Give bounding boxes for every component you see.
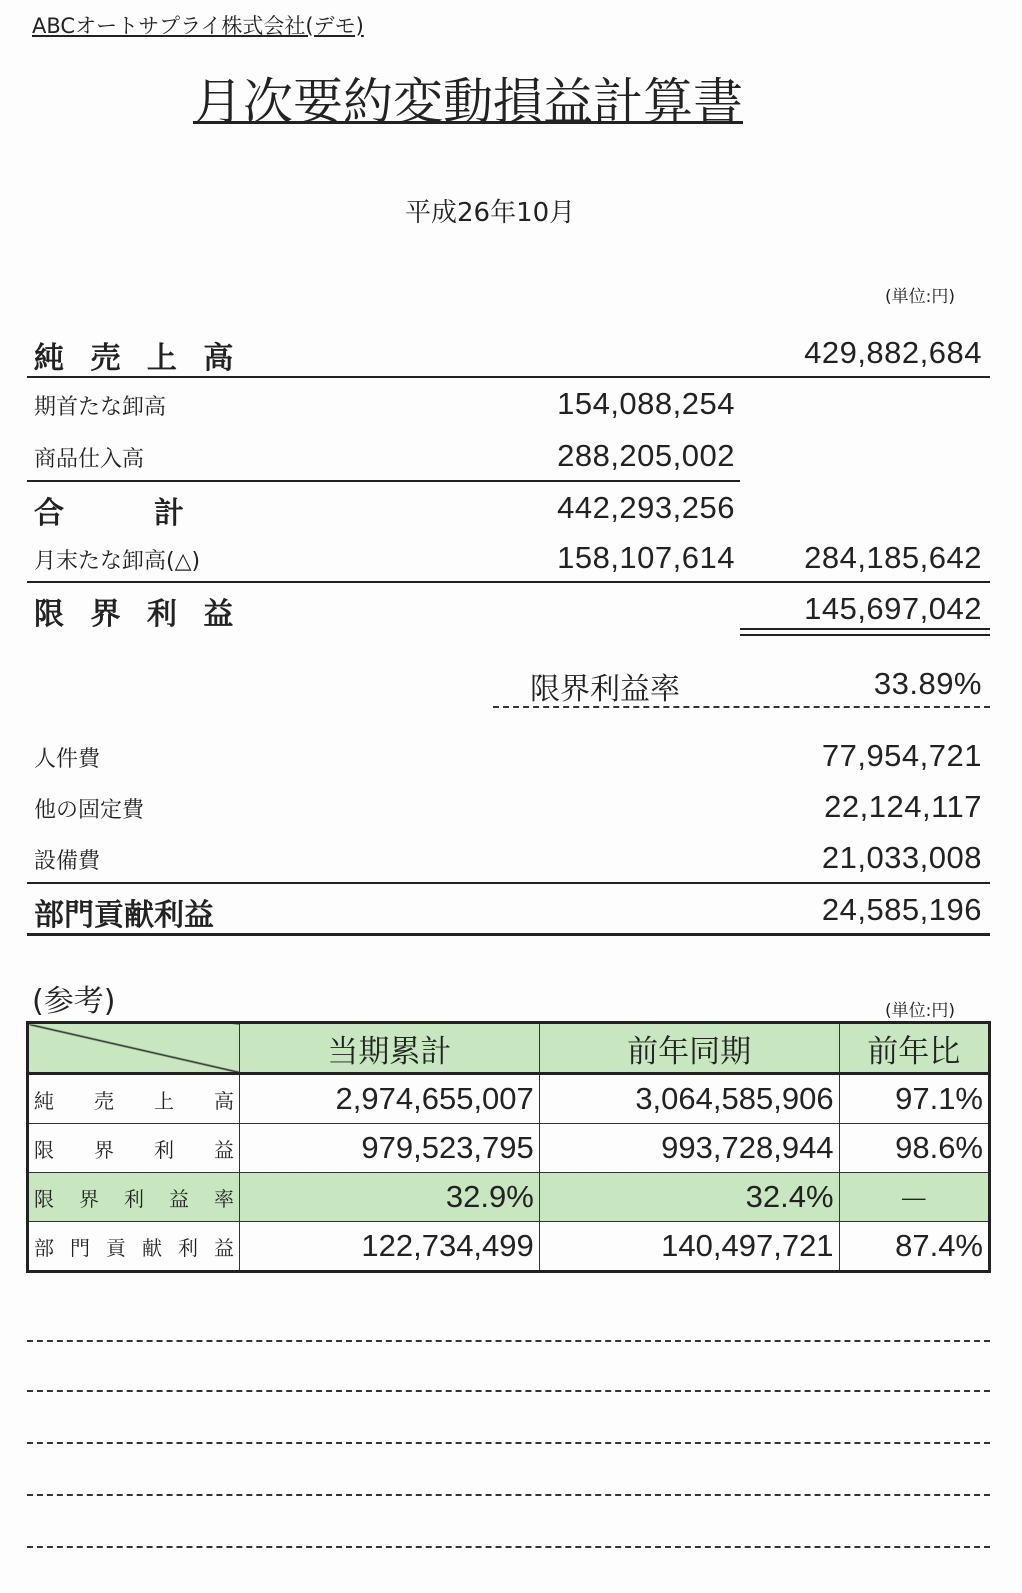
table-row [28, 1222, 990, 1272]
company-name: ABCオートサプライ株式会社(デモ) [32, 14, 364, 38]
reference-table [26, 1021, 991, 1273]
memo-line [27, 1546, 990, 1548]
corner-header [28, 1023, 240, 1074]
memo-line [27, 1390, 990, 1392]
closing-inventory-value: 158,107,614 [557, 540, 735, 575]
col-header: 当期累計 [240, 1023, 540, 1074]
purchases-value: 288,205,002 [557, 438, 735, 473]
memo-line [27, 1340, 990, 1342]
opening-inventory-value: 154,088,254 [557, 386, 735, 421]
page-title: 月次要約変動損益計算書 [193, 73, 743, 131]
personnel-label: 人件費 [34, 747, 101, 772]
net-sales-value: 429,882,684 [804, 335, 982, 370]
other-fixed-value: 22,124,117 [824, 789, 982, 824]
reference-unit: (単位:円) [885, 1001, 955, 1021]
opening-inventory-label: 期首たな卸高 [34, 395, 167, 420]
marginal-profit-rate-value: 33.89% [873, 666, 982, 701]
table-row [28, 1074, 990, 1124]
equipment-value: 21,033,008 [821, 840, 982, 875]
col-header: 前年同期 [539, 1023, 839, 1074]
cell: － [839, 1173, 989, 1222]
cell: 140,497,721 [539, 1222, 839, 1272]
row-label: 限界利益率 [28, 1173, 240, 1222]
other-fixed-label: 他の固定費 [34, 798, 145, 823]
cell: 87.4% [839, 1222, 989, 1272]
personnel-value: 77,954,721 [821, 738, 982, 773]
marginal-profit-rate-label: 限界利益率 [530, 672, 680, 707]
cell: 97.1% [839, 1074, 989, 1124]
dept-contribution-label: 部門貢献利益 [34, 898, 214, 933]
purchases-label: 商品仕入高 [34, 447, 145, 472]
total-label: 合 計 [34, 496, 184, 531]
cell: 32.9% [240, 1173, 540, 1222]
cell: 979,523,795 [240, 1124, 540, 1173]
marginal-profit-value: 145,697,042 [804, 591, 982, 626]
unit-label: (単位:円) [885, 287, 955, 307]
cell: 98.6% [839, 1124, 989, 1173]
table-row [28, 1173, 990, 1222]
dept-contribution-value: 24,585,196 [821, 892, 982, 927]
row-label: 純売上高 [28, 1074, 240, 1124]
cell: 2,974,655,007 [240, 1074, 540, 1124]
marginal-profit-label: 限 界 利 益 [34, 597, 242, 632]
row-label: 部門貢献利益 [28, 1222, 240, 1272]
col-header: 前年比 [839, 1023, 989, 1074]
cell: 122,734,499 [240, 1222, 540, 1272]
cell: 3,064,585,906 [539, 1074, 839, 1124]
table-row [28, 1124, 990, 1173]
reference-heading: (参考) [32, 984, 116, 1019]
cost-of-sales-value: 284,185,642 [804, 540, 982, 575]
total-value: 442,293,256 [557, 490, 735, 525]
cell: 32.4% [539, 1173, 839, 1222]
memo-line [27, 1442, 990, 1444]
memo-line [27, 1494, 990, 1496]
cell: 993,728,944 [539, 1124, 839, 1173]
equipment-label: 設備費 [34, 849, 101, 874]
period: 平成26年10月 [405, 198, 576, 228]
net-sales-label: 純 売 上 高 [34, 341, 242, 376]
row-label: 限界利益 [28, 1124, 240, 1173]
closing-inventory-label: 月末たな卸高(△) [34, 549, 201, 574]
